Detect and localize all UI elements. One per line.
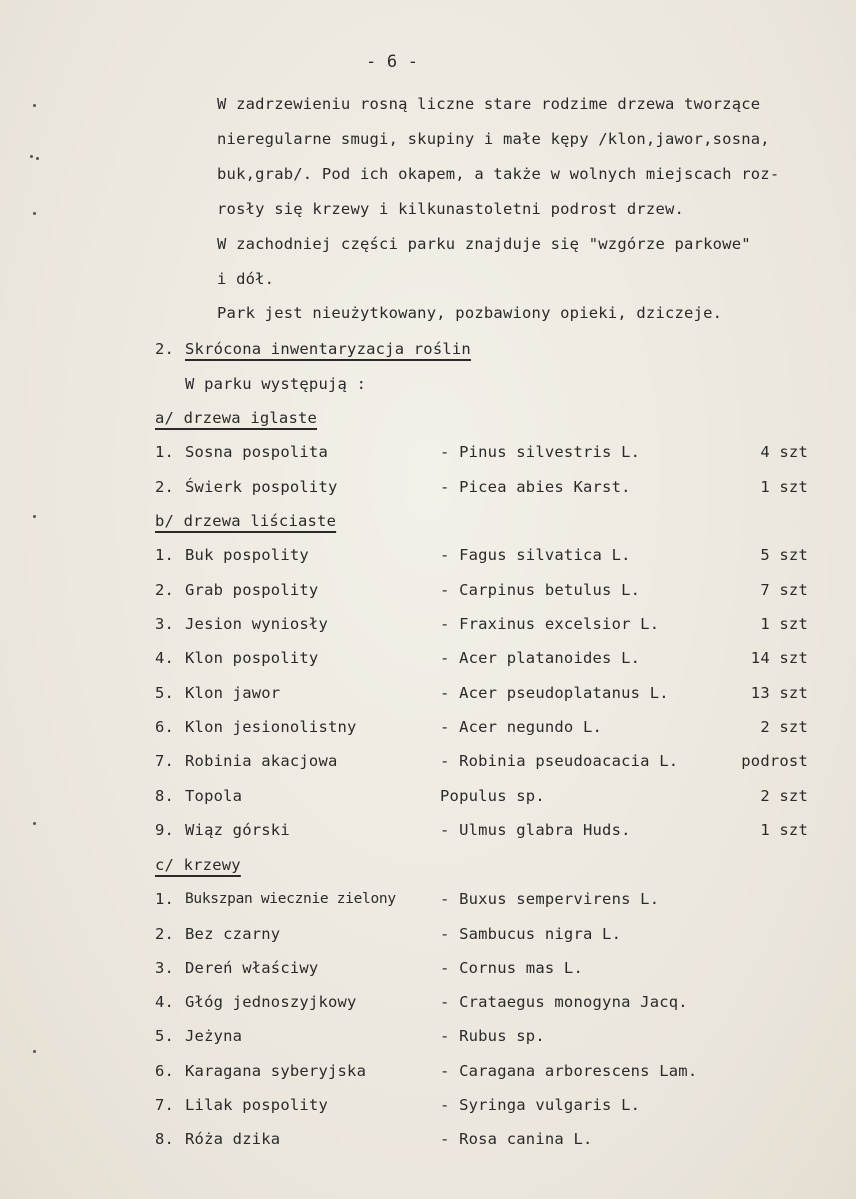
margin-mark	[33, 1050, 36, 1053]
item-number: 2.	[155, 581, 175, 599]
item-number: 8.	[155, 1130, 175, 1148]
item-number: 8.	[155, 787, 175, 805]
item-latin: Populus sp.	[440, 787, 545, 805]
paragraph-line: W zadrzewieniu rosną liczne stare rodzime drzewa tworzące	[217, 95, 761, 113]
group-heading: c/ krzewy	[155, 856, 241, 874]
item-number: 2.	[155, 925, 175, 943]
item-qty: 1 szt	[760, 821, 808, 839]
item-latin: - Rubus sp.	[440, 1027, 545, 1045]
paragraph-line: i dół.	[217, 270, 275, 288]
item-latin: - Acer platanoides L.	[440, 649, 641, 667]
item-name: Topola	[185, 787, 243, 805]
item-number: 4.	[155, 649, 175, 667]
item-name: Głóg jednoszyjkowy	[185, 993, 357, 1011]
item-name: Robinia akacjowa	[185, 752, 338, 770]
item-latin: - Pinus silvestris L.	[440, 443, 641, 461]
margin-mark	[33, 822, 36, 825]
item-number: 3.	[155, 959, 175, 977]
item-latin: - Carpinus betulus L.	[440, 581, 641, 599]
item-name: Grab pospolity	[185, 581, 319, 599]
item-name: Wiąz górski	[185, 821, 290, 839]
item-latin: - Picea abies Karst.	[440, 478, 631, 496]
item-latin: - Ulmus glabra Huds.	[440, 821, 631, 839]
item-qty: 2 szt	[760, 787, 808, 805]
margin-mark	[33, 515, 36, 518]
item-latin: - Acer pseudoplatanus L.	[440, 684, 669, 702]
item-latin: - Syringa vulgaris L.	[440, 1096, 641, 1114]
section-title: Skrócona inwentaryzacja roślin	[185, 340, 471, 358]
item-latin: - Caragana arborescens Lam.	[440, 1062, 698, 1080]
item-name: Sosna pospolita	[185, 443, 328, 461]
margin-mark	[33, 104, 36, 107]
item-qty: 1 szt	[760, 615, 808, 633]
item-number: 5.	[155, 1027, 175, 1045]
paragraph-line: buk,grab/. Pod ich okapem, a także w wolnych miejscach roz-	[217, 165, 780, 183]
item-name: Karagana syberyjska	[185, 1062, 367, 1080]
item-number: 1.	[155, 443, 175, 461]
item-qty: 13 szt	[750, 684, 808, 702]
group-heading: b/ drzewa liściaste	[155, 512, 337, 530]
item-number: 7.	[155, 752, 175, 770]
item-latin: - Rosa canina L.	[440, 1130, 593, 1148]
item-name: Jesion wyniosły	[185, 615, 328, 633]
item-name: Świerk pospolity	[185, 478, 338, 496]
item-qty: 5 szt	[760, 546, 808, 564]
item-number: 1.	[155, 546, 175, 564]
item-name: Bez czarny	[185, 925, 281, 943]
margin-mark	[30, 155, 33, 158]
item-number: 6.	[155, 1062, 175, 1080]
paragraph-line: rosły się krzewy i kilkunastoletni podrost drzew.	[217, 200, 685, 218]
paragraph-line: W zachodniej części parku znajduje się "wzgórze parkowe"	[217, 235, 751, 253]
item-name: Buk pospolity	[185, 546, 309, 564]
item-name: Róża dzika	[185, 1130, 281, 1148]
item-name: Lilak pospolity	[185, 1096, 328, 1114]
item-latin: - Cornus mas L.	[440, 959, 583, 977]
item-number: 2.	[155, 478, 175, 496]
item-latin: - Fraxinus excelsior L.	[440, 615, 660, 633]
paragraph-line: Park jest nieużytkowany, pozbawiony opieki, dziczeje.	[217, 304, 723, 322]
item-number: 7.	[155, 1096, 175, 1114]
item-latin: - Robinia pseudoacacia L.	[440, 752, 679, 770]
margin-mark	[36, 157, 39, 160]
item-number: 4.	[155, 993, 175, 1011]
item-name: Klon jawor	[185, 684, 281, 702]
item-qty: podrost	[741, 752, 808, 770]
item-name: Dereń właściwy	[185, 959, 319, 977]
margin-mark	[33, 212, 36, 215]
item-latin: - Buxus sempervirens L.	[440, 890, 660, 908]
item-qty: 14 szt	[750, 649, 808, 667]
item-qty: 7 szt	[760, 581, 808, 599]
item-name: Klon pospolity	[185, 649, 319, 667]
item-qty: 1 szt	[760, 478, 808, 496]
page-number: - 6 -	[366, 52, 419, 72]
item-qty: 2 szt	[760, 718, 808, 736]
section-number: 2.	[155, 340, 175, 358]
item-qty: 4 szt	[760, 443, 808, 461]
item-name: Bukszpan wiecznie zielony	[185, 891, 396, 907]
section-intro: W parku występują :	[185, 375, 367, 393]
item-number: 9.	[155, 821, 175, 839]
item-latin: - Acer negundo L.	[440, 718, 603, 736]
item-number: 1.	[155, 890, 175, 908]
item-name: Jeżyna	[185, 1027, 243, 1045]
group-heading: a/ drzewa iglaste	[155, 409, 318, 427]
item-number: 5.	[155, 684, 175, 702]
item-number: 3.	[155, 615, 175, 633]
item-latin: - Fagus silvatica L.	[440, 546, 631, 564]
paragraph-line: nieregularne smugi, skupiny i małe kępy /klon,jawor,sosna,	[217, 130, 770, 148]
item-name: Klon jesionolistny	[185, 718, 357, 736]
item-number: 6.	[155, 718, 175, 736]
item-latin: - Crataegus monogyna Jacq.	[440, 993, 688, 1011]
item-latin: - Sambucus nigra L.	[440, 925, 622, 943]
